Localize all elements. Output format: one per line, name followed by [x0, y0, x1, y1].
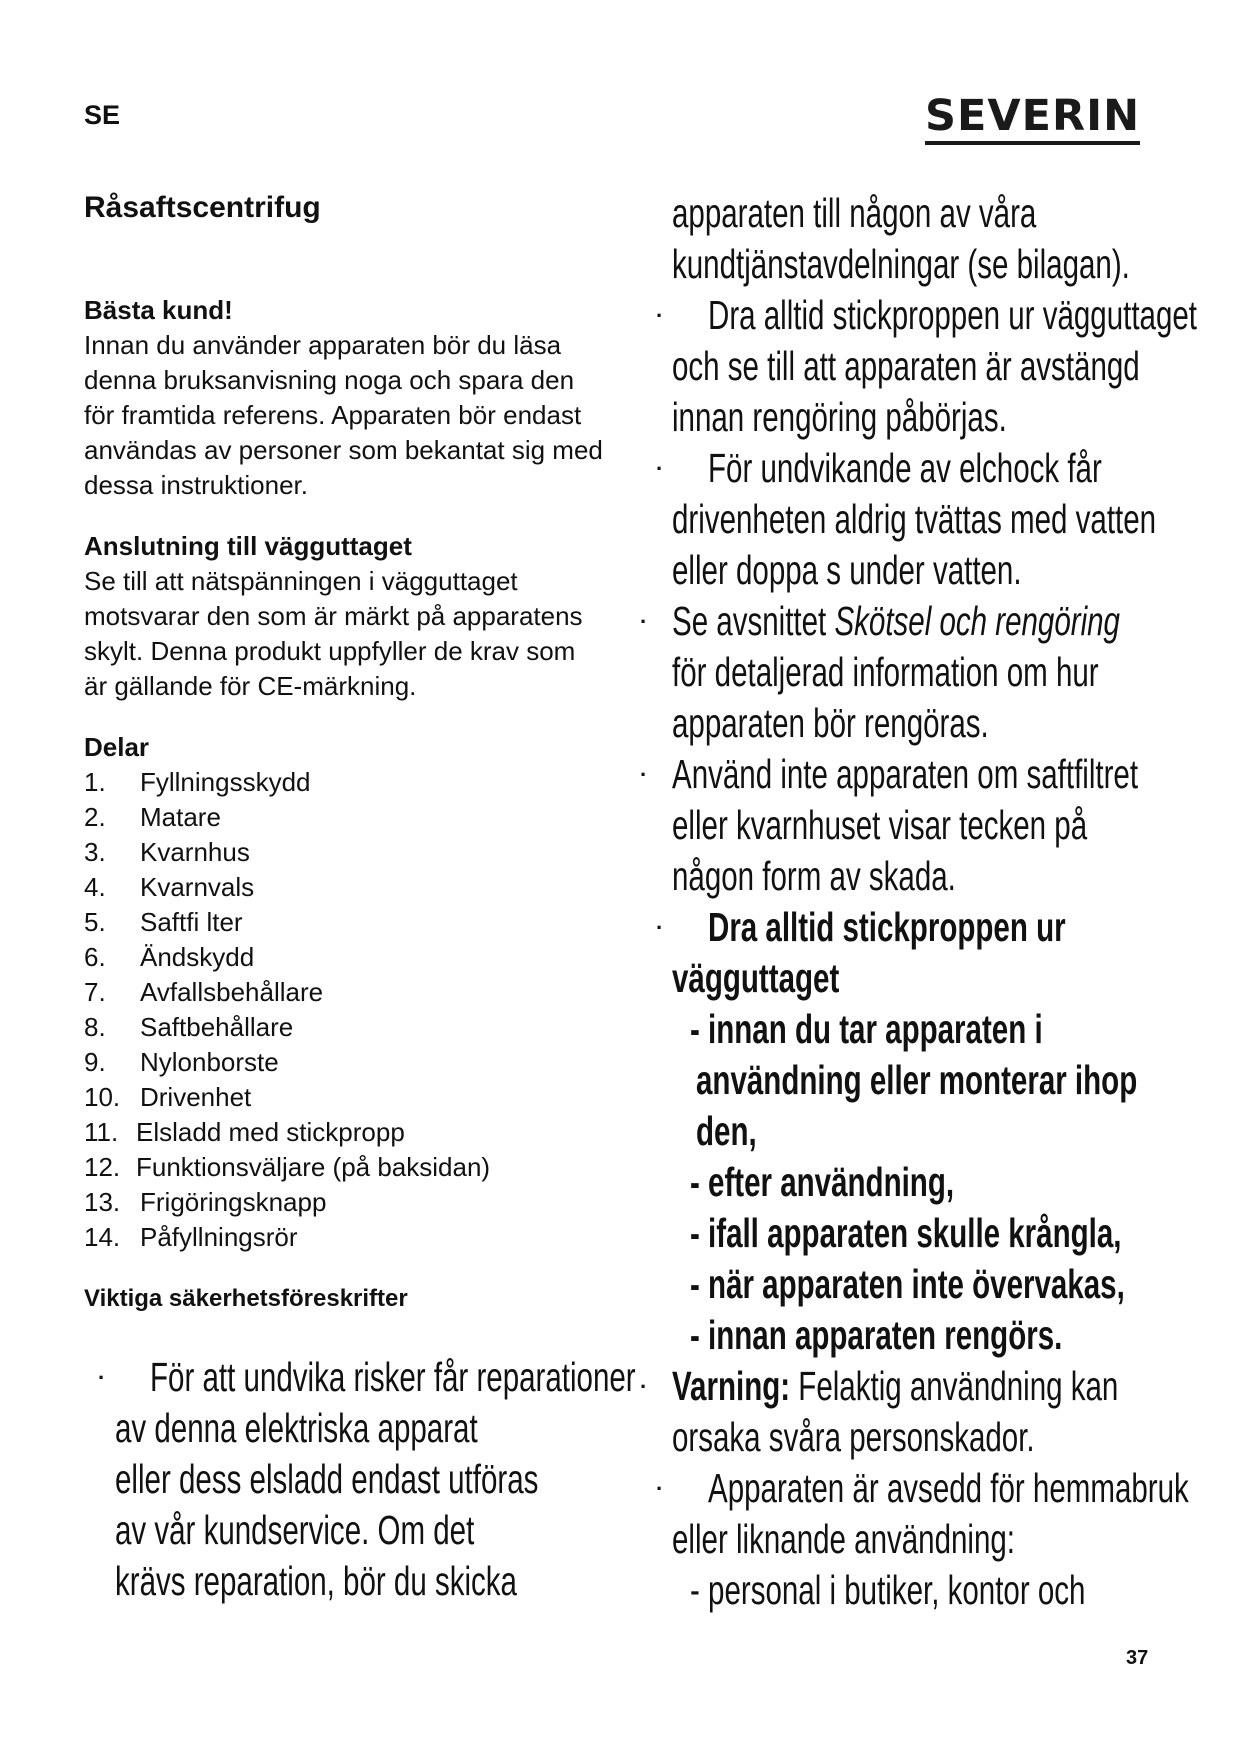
text: användning eller monterar ihop	[696, 1057, 1138, 1103]
text-run: Felaktig användning kan	[790, 1363, 1119, 1409]
item-number: 1.	[84, 767, 106, 797]
text-line: för framtida referens. Apparaten bör endast	[84, 400, 582, 430]
connection-heading: Anslutning till vägguttaget	[84, 531, 412, 561]
text: - innan apparaten rengörs.	[690, 1312, 1063, 1358]
right-column	[640, 188, 1200, 1616]
item-label: Påfyllningsrör	[140, 1222, 298, 1252]
list-item	[84, 1150, 644, 1185]
bullet-dot: ·	[656, 303, 664, 328]
section-reference: Skötsel och rengöring	[834, 598, 1120, 644]
text: - efter användning,	[690, 1159, 955, 1205]
text: För undvikande av elchock får	[708, 445, 1102, 491]
bullet-dot: ·	[640, 762, 648, 787]
bullet-dot: ·	[98, 1365, 106, 1390]
text-line	[640, 494, 1200, 545]
text: - ifall apparaten skulle krångla,	[690, 1210, 1122, 1256]
text-line: Se till att nätspänningen i vägguttaget	[84, 566, 518, 596]
text-line	[640, 596, 1200, 647]
item-label: Nylonborste	[140, 1047, 279, 1077]
item-label: Matare	[140, 802, 221, 832]
text: Dra alltid stickproppen ur	[708, 904, 1066, 950]
text-line	[640, 1565, 1200, 1616]
text-line: skylt. Denna produkt uppfyller de krav som	[84, 636, 576, 666]
text-line	[640, 1514, 1200, 1565]
text: Använd inte apparaten om saftfiltret	[672, 751, 1139, 797]
text: apparaten bör rengöras.	[672, 700, 989, 746]
list-item	[84, 800, 644, 835]
text-line: Innan du använder apparaten bör du läsa	[84, 330, 562, 360]
item-label: Avfallsbehållare	[140, 977, 324, 1007]
list-item	[84, 905, 644, 940]
list-item	[84, 1045, 644, 1080]
text: apparaten till någon av våra	[672, 190, 1037, 236]
item-number: 10.	[84, 1082, 121, 1112]
text-line	[640, 1106, 1200, 1157]
item-number: 3.	[84, 837, 106, 867]
text: För att undvika risker får reparationer	[150, 1354, 636, 1400]
item-label: Kvarnhus	[140, 837, 250, 867]
text-line	[640, 341, 1200, 392]
item-label: Elsladd med stickpropp	[136, 1117, 405, 1147]
text	[672, 1361, 1118, 1412]
item-number: 9.	[84, 1047, 106, 1077]
text-line: är gällande för CE-märkning.	[84, 671, 417, 701]
severin-logo: SEVERIN	[925, 94, 1140, 145]
text: drivenheten aldrig tvättas med vatten	[672, 496, 1157, 542]
text-line	[640, 239, 1200, 290]
safety-heading: Viktiga säkerhetsföreskrifter	[84, 1285, 408, 1312]
text: kundtjänstavdelningar (se bilagan).	[672, 241, 1130, 287]
item-number: 7.	[84, 977, 106, 1007]
text-line	[640, 1259, 1200, 1310]
bullet-dot: ·	[656, 456, 664, 481]
text: den,	[696, 1108, 757, 1154]
text-line	[98, 1505, 638, 1556]
list-item	[84, 765, 644, 800]
text-line	[640, 392, 1200, 443]
text-line: dessa instruktioner.	[84, 470, 309, 500]
list-item	[84, 940, 644, 975]
list-item	[84, 870, 644, 905]
item-number: 5.	[84, 907, 106, 937]
text: för detaljerad information om hur	[672, 649, 1099, 695]
text-line	[98, 1352, 638, 1403]
text-line	[640, 1412, 1200, 1463]
item-number: 2.	[84, 802, 106, 832]
text: innan rengöring påbörjas.	[672, 394, 1007, 440]
list-item	[84, 1115, 644, 1150]
text: eller doppa s under vatten.	[672, 547, 1022, 593]
language-code: SE	[84, 100, 121, 130]
text-line	[640, 1208, 1200, 1259]
text: av denna elektriska apparat	[115, 1405, 478, 1451]
list-item	[84, 975, 644, 1010]
text: - personal i butiker, kontor och	[690, 1567, 1086, 1613]
greeting-heading: Bästa kund!	[84, 295, 233, 325]
warning-label: Varning:	[672, 1363, 791, 1409]
text: krävs reparation, bör du skicka	[115, 1558, 517, 1604]
bullet-dot: ·	[656, 915, 664, 940]
item-number: 14.	[84, 1222, 121, 1252]
list-item	[84, 1185, 644, 1220]
text-line	[98, 1403, 638, 1454]
text-line	[640, 698, 1200, 749]
text-line: användas av personer som bekantat sig med	[84, 435, 603, 465]
list-item	[84, 1080, 644, 1115]
parts-heading: Delar	[84, 732, 150, 762]
connection-paragraph	[84, 564, 644, 704]
text-line	[640, 749, 1200, 800]
text-line	[640, 1157, 1200, 1208]
item-label: Saftbehållare	[140, 1012, 294, 1042]
text-line	[640, 647, 1200, 698]
text-run: Se avsnittet	[672, 598, 835, 644]
text: eller kvarnhuset visar tecken på	[672, 802, 1088, 848]
item-number: 13.	[84, 1187, 121, 1217]
text: - innan du tar apparaten i	[690, 1006, 1043, 1052]
item-label: Saftfi lter	[140, 907, 243, 937]
text-line	[640, 290, 1200, 341]
text-line	[640, 851, 1200, 902]
text: någon form av skada.	[672, 853, 956, 899]
text-line	[640, 1463, 1200, 1514]
text-line	[640, 545, 1200, 596]
text-line	[640, 1361, 1200, 1412]
list-item	[84, 1220, 644, 1255]
item-number: 6.	[84, 942, 106, 972]
item-number: 4.	[84, 872, 106, 902]
text: Dra alltid stickproppen ur vägguttaget	[708, 292, 1198, 338]
text-line	[98, 1556, 638, 1607]
item-label: Ändskydd	[140, 942, 255, 972]
text-line	[640, 800, 1200, 851]
text-line	[640, 188, 1200, 239]
bullet-dot: ·	[640, 609, 648, 634]
text	[672, 596, 1120, 647]
item-number: 11.	[84, 1117, 119, 1147]
text-line	[640, 1055, 1200, 1106]
item-label: Fyllningsskydd	[140, 767, 311, 797]
bullet-dot: ·	[656, 1476, 664, 1501]
text: och se till att apparaten är avstängd	[672, 343, 1140, 389]
text-line	[640, 1004, 1200, 1055]
text: Apparaten är avsedd för hemmabruk	[708, 1465, 1189, 1511]
text-line	[640, 1310, 1200, 1361]
text: av vår kundservice. Om det	[115, 1507, 475, 1553]
text-line	[640, 902, 1200, 953]
text-line	[640, 953, 1200, 1004]
greeting-paragraph	[84, 328, 644, 503]
item-label: Funktionsväljare (på baksidan)	[136, 1152, 491, 1182]
safety-repairs-bullet	[98, 1352, 638, 1607]
list-item	[84, 1010, 644, 1045]
list-item	[84, 835, 644, 870]
text: orsaka svåra personskador.	[672, 1414, 1035, 1460]
page-title: Råsaftscentrifug	[84, 191, 321, 224]
parts-list	[84, 765, 644, 1255]
text-line	[640, 443, 1200, 494]
text: - när apparaten inte övervakas,	[690, 1261, 1125, 1307]
item-label: Kvarnvals	[140, 872, 255, 902]
text: eller liknande användning:	[672, 1516, 1016, 1562]
text-line: denna bruksanvisning noga och spara den	[84, 365, 575, 395]
bullet-dot: ·	[640, 1374, 648, 1399]
left-column	[84, 190, 644, 1320]
text-line: motsvarar den som är märkt på apparatens	[84, 601, 583, 631]
text: vägguttaget	[672, 955, 840, 1001]
item-number: 12.	[84, 1152, 121, 1182]
item-label: Drivenhet	[140, 1082, 252, 1112]
item-number: 8.	[84, 1012, 106, 1042]
item-label: Frigöringsknapp	[140, 1187, 327, 1217]
text: eller dess elsladd endast utföras	[115, 1456, 539, 1502]
text-line	[98, 1454, 638, 1505]
page-number: 37	[1126, 1647, 1149, 1669]
